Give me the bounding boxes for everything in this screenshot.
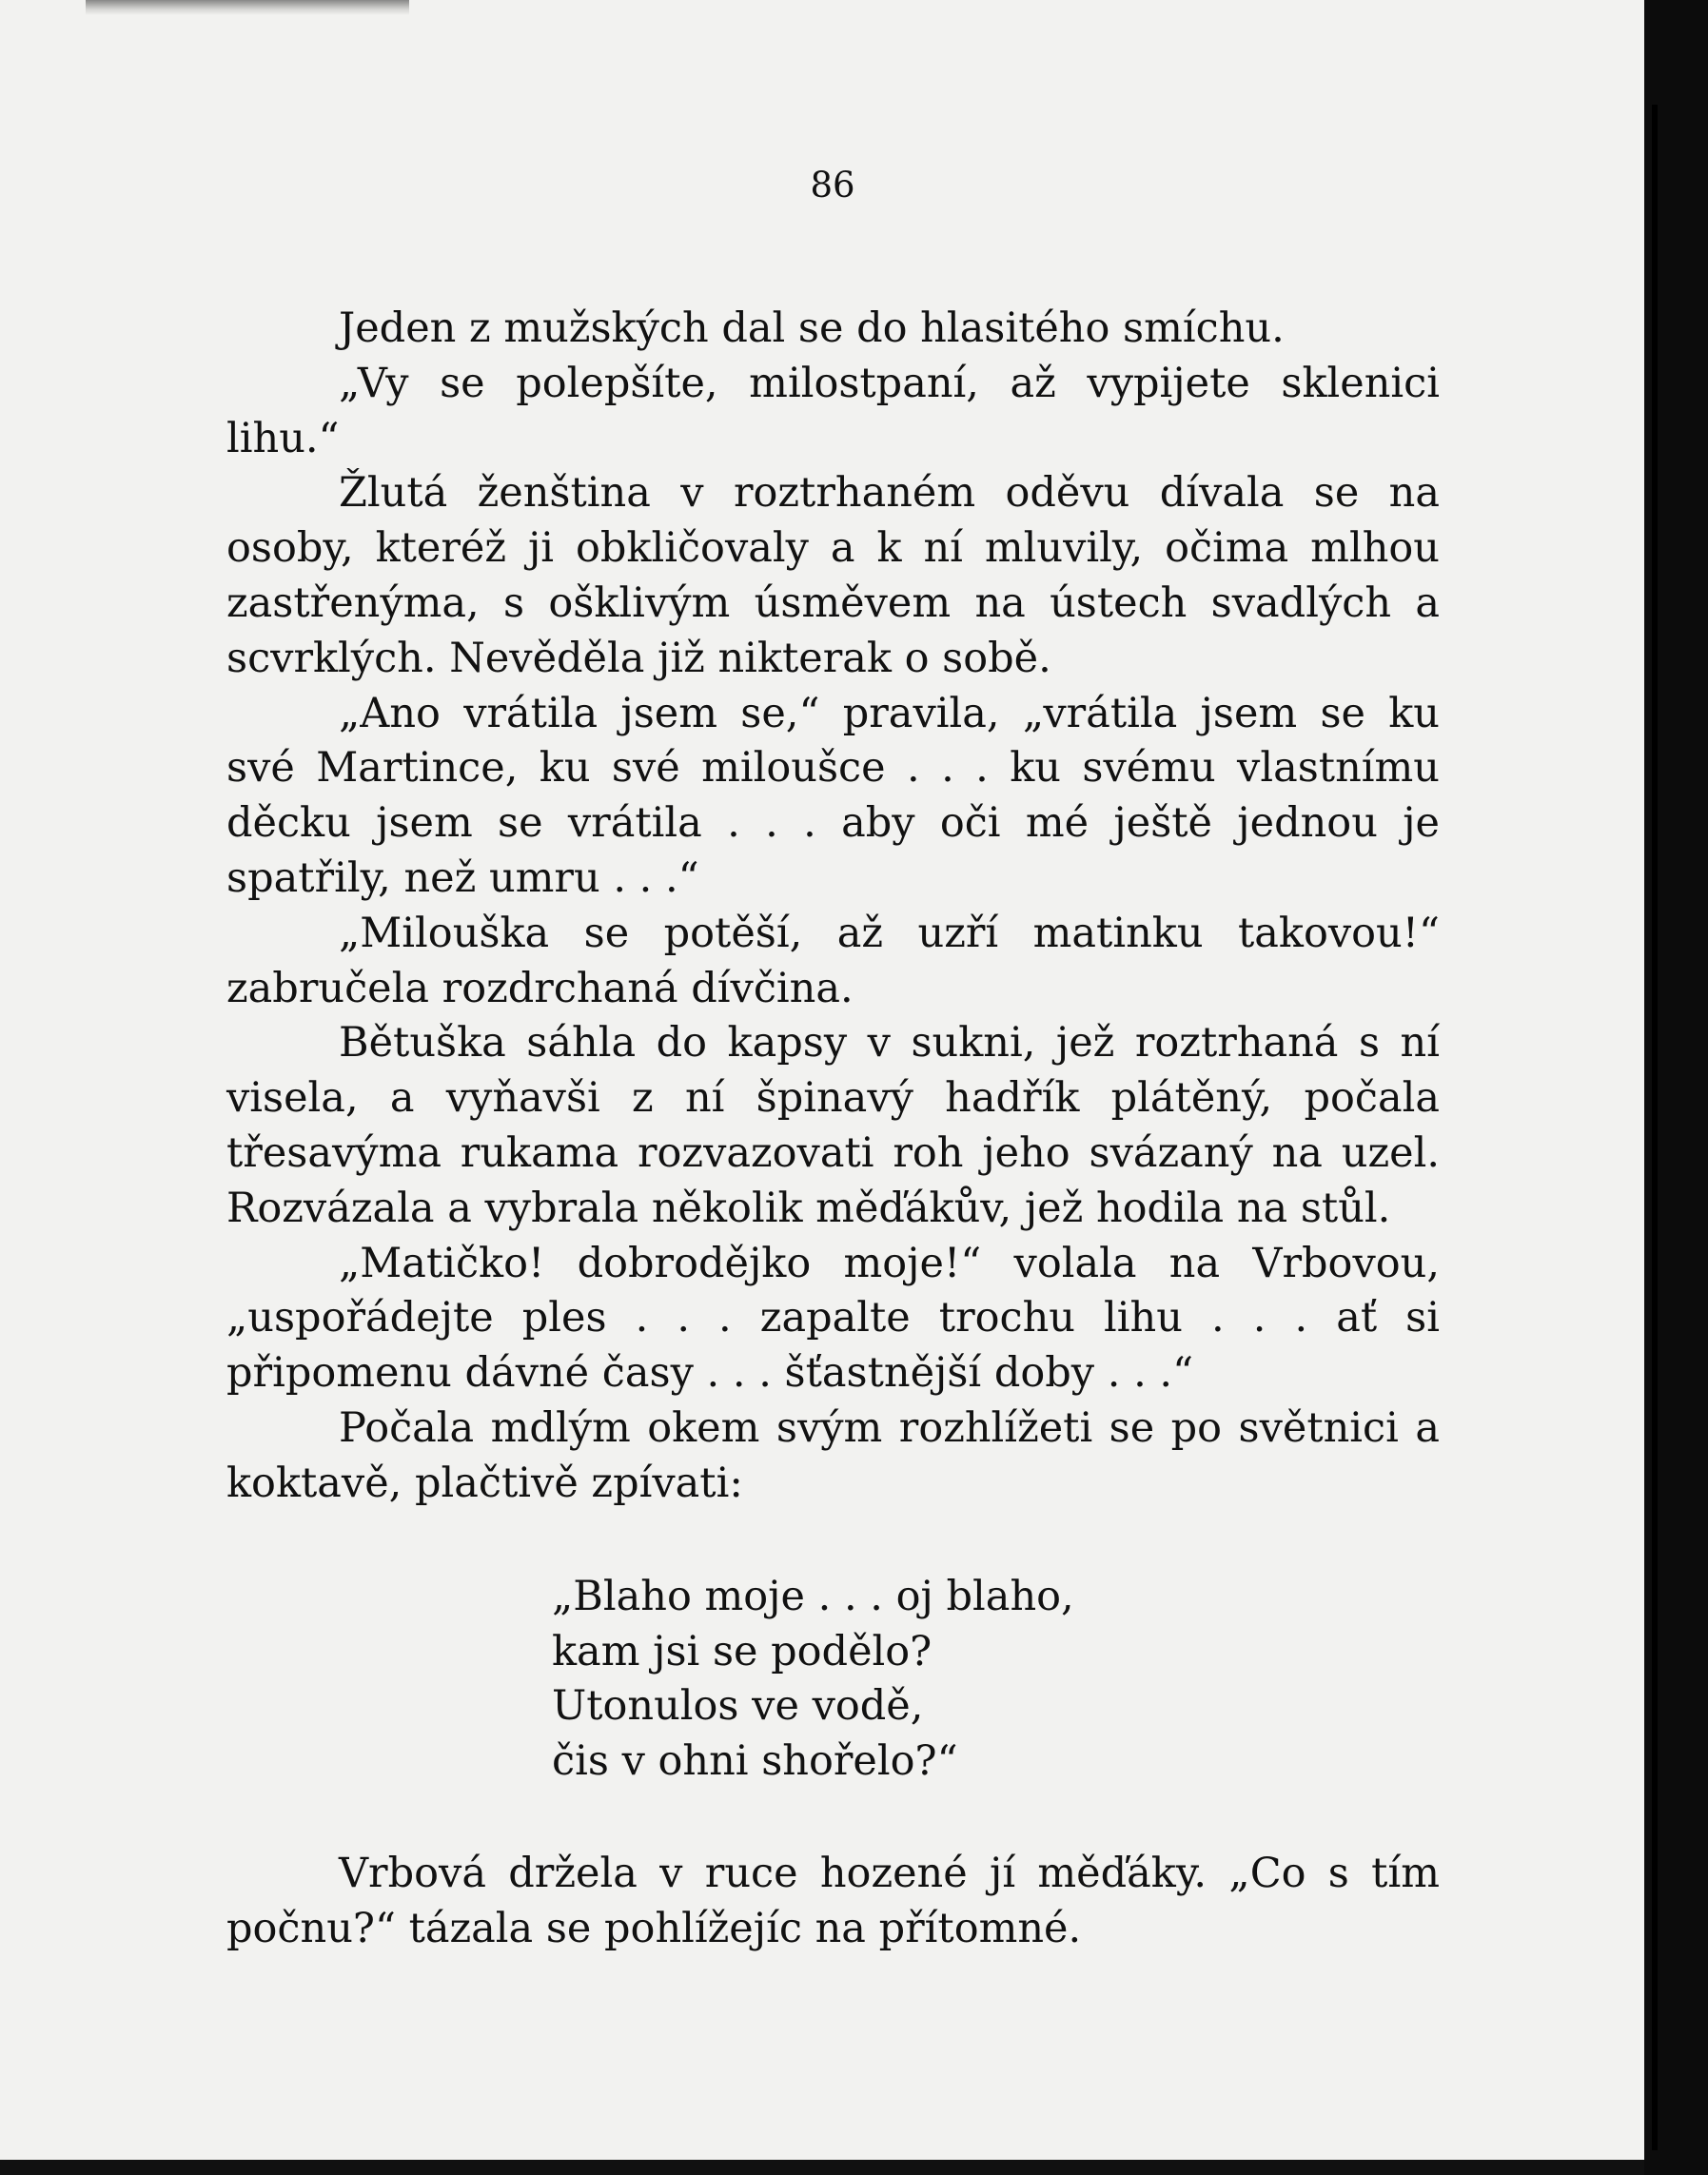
scan-smudge xyxy=(86,0,409,15)
paragraph: Počala mdlým okem svým rozhlížeti se po světnici a koktavě, plačtivě zpívati: xyxy=(226,1403,1440,1507)
paragraph: Žlutá ženština v roztrhaném oděvu dívala se na osoby, kteréž ji obkličovaly a k ní mluvily, očima mlhou zastřenýma, s ošklivým úsměvem na ústech svadlých a scvrklých. Nevěděla již nikterak o sobě. xyxy=(226,469,1440,682)
poem-line: kam jsi se podělo? xyxy=(552,1627,933,1675)
paragraph: „Milouška se potěší, až uzří matinku takovou!“ zabručela rozdrchaná dívčina. xyxy=(226,909,1440,1012)
poem-verse xyxy=(552,1570,1074,1789)
paragraph: „Vy se polepšíte, milostpaní, až vypijete sklenici lihu.“ xyxy=(226,359,1440,462)
closing-text xyxy=(226,1847,1440,1957)
paragraph: Bětuška sáhla do kapsy v sukni, jež roztrhaná s ní visela, a vyňavši z ní špinavý hadřík plátěný, počala třesavýma rukama rozvazovati roh jeho svázaný na uzel. Rozvázala a vybrala několik měďákův, jež hodila na stůl. xyxy=(226,1019,1440,1232)
paragraph: Vrbová držela v ruce hozené jí měďáky. „Co s tím počnu?“ tázala se pohlížejíc na přítomné. xyxy=(226,1850,1440,1952)
poem-line: Utonulos ve vodě, xyxy=(552,1682,924,1730)
paragraph: Jeden z mužských dal se do hlasitého smíchu. xyxy=(339,304,1285,352)
poem-line: čis v ohni shořelo?“ xyxy=(552,1736,958,1785)
poem-line: „Blaho moje . . . oj blaho, xyxy=(552,1573,1074,1620)
paragraph: „Matičko! dobrodějko moje!“ volala na Vrbovou, „uspořádejte ples . . . zapalte trochu lihu . . . ať si připomenu dávné časy . . . šťastnější doby . . .“ xyxy=(226,1239,1440,1398)
paragraph: „Ano vrátila jsem se,“ pravila, „vrátila jsem se ku své Martince, ku své miloušce . . . ku svému vlastnímu děcku jsem se vrátila . . . aby oči mé ještě jednou je spatřily, než umru . . .“ xyxy=(226,689,1440,902)
binding-edge xyxy=(1652,105,1658,2150)
page-number: 86 xyxy=(810,165,855,206)
body-text xyxy=(226,302,1440,1512)
